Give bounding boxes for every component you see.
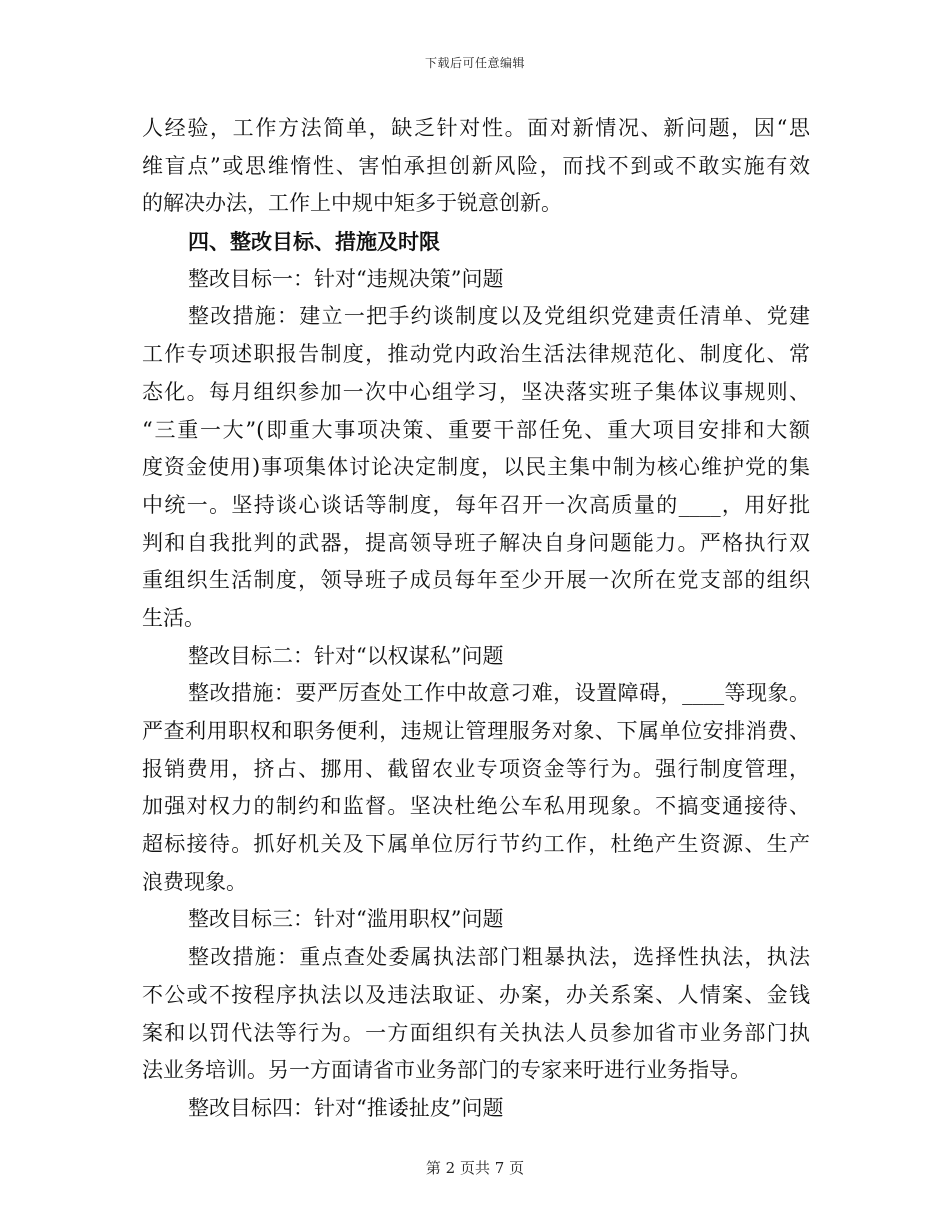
text-line: 案和以罚代法等行为。一方面组织有关执法人员参加省市业务部门执 xyxy=(142,1020,810,1045)
section-heading: 四、整改目标、措施及时限 xyxy=(188,229,440,255)
text-line: 态化。每月组织参加一次中心组学习，坚决落实班子集体议事规则、 xyxy=(142,379,810,404)
text-line: 维盲点”或思维惰性、害怕承担创新风险，而找不到或不敢实施有效 xyxy=(142,153,810,178)
text-line: 加强对权力的制约和监督。坚决杜绝公车私用现象。不搞变通接待、 xyxy=(142,794,810,819)
text-line: 整改目标三：针对“滥用职权”问题 xyxy=(188,907,504,932)
text-line: 生活。 xyxy=(142,605,205,630)
text-line: 整改措施：要严厉查处工作中故意刁难，设置障碍，____等现象。 xyxy=(188,681,810,706)
text-line: 度资金使用)事项集体讨论决定制度，以民主集中制为核心维护党的集 xyxy=(142,455,810,480)
page-number-footer: 第 2 页共 7 页 xyxy=(425,1159,525,1177)
text-line: 报销费用，挤占、挪用、截留农业专项资金等行为。强行制度管理， xyxy=(142,756,810,781)
text-line: 浪费现象。 xyxy=(142,869,247,894)
text-line: 超标接待。抓好机关及下属单位厉行节约工作，杜绝产生资源、生产 xyxy=(142,832,810,857)
text-line: 整改目标二：针对“以权谋私”问题 xyxy=(188,643,504,668)
text-line: 人经验，工作方法简单，缺乏针对性。面对新情况、新问题，因“思 xyxy=(142,116,810,140)
text-line: 中统一。坚持谈心谈话等制度，每年召开一次高质量的____，用好批 xyxy=(142,492,810,517)
text-line: 的解决办法，工作上中规中矩多于锐意创新。 xyxy=(142,191,562,216)
text-line: 判和自我批判的武器，提高领导班子解决自身问题能力。严格执行双 xyxy=(142,530,810,555)
text-line: 整改措施：重点查处委属执法部门粗暴执法，选择性执法，执法 xyxy=(188,945,810,970)
text-line: 工作专项述职报告制度，推动党内政治生活法律规范化、制度化、常 xyxy=(142,342,810,367)
text-line: 严查利用职权和职务便利，违规让管理服务对象、下属单位安排消费、 xyxy=(142,719,810,743)
text-line: 整改目标一：针对“违规决策”问题 xyxy=(188,266,504,291)
text-line: 整改措施：建立一把手约谈制度以及党组织党建责任清单、党建 xyxy=(188,304,810,329)
page-header-note: 下载后可任意编辑 xyxy=(424,56,525,70)
text-line: “三重一大”(即重大事项决策、重要干部任免、重大项目安排和大额 xyxy=(142,417,810,442)
document-body xyxy=(142,110,810,1128)
text-line: 法业务培训。另一方面请省市业务部门的专家来旴进行业务指导。 xyxy=(142,1058,751,1083)
text-line: 不公或不按程序执法以及违法取证、办案，办关系案、人情案、金钱 xyxy=(142,982,810,1007)
text-line: 整改目标四：针对“推诿扯皮”问题 xyxy=(188,1095,504,1120)
text-line: 重组织生活制度，领导班子成员每年至少开展一次所在党支部的组织 xyxy=(142,568,810,593)
